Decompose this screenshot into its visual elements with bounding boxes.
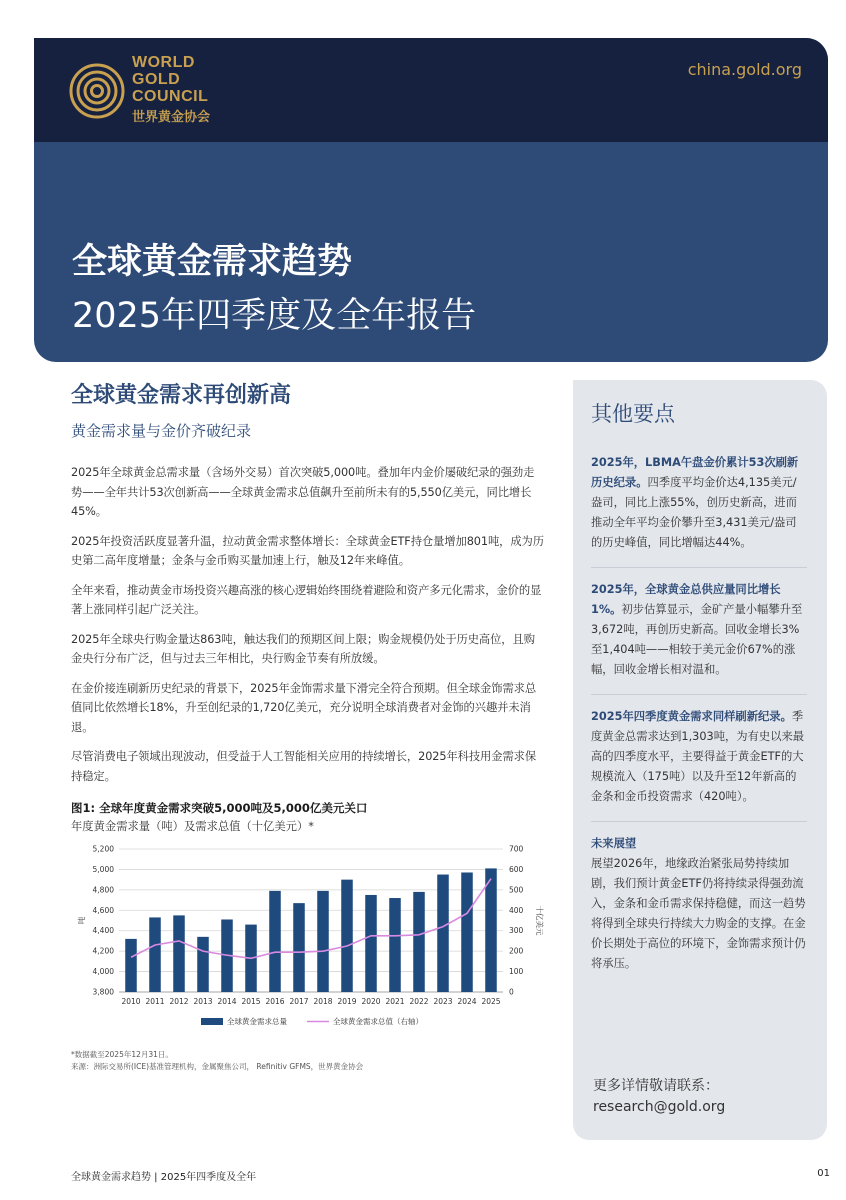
note-date: *数据截至2025年12月31日。 (71, 1050, 173, 1059)
bar (293, 903, 305, 992)
y-tick-label: 4,800 (92, 885, 114, 895)
highlight-heading: 2025年，全球黄金总供应量同比增长1%。 (591, 583, 781, 616)
y-tick-label: 4,200 (92, 946, 114, 956)
legend-line-label: 全球黄金需求总值（右轴） (333, 1017, 423, 1026)
x-tick-label: 2023 (433, 997, 453, 1006)
value-line (131, 879, 491, 959)
x-tick-label: 2021 (385, 997, 405, 1006)
page-number: 01 (817, 1168, 830, 1179)
bar (485, 868, 497, 992)
y2-axis-label: 十亿美元 (535, 905, 544, 936)
logo-chinese: 世界黄金协会 (132, 109, 211, 124)
x-tick-label: 2011 (145, 997, 165, 1006)
x-tick-label: 2025 (481, 997, 501, 1006)
bar (413, 892, 425, 992)
y-tick-label: 4,000 (92, 967, 114, 977)
y2-tick-label: 700 (509, 844, 524, 854)
paragraph-4: 2025年全球央行购金量达863吨，触达我们的预期区间上限；购金规模仍处于历史高位，且购金央行分布广泛，但与过去三年相比，央行购金节奏有所放缓。 (71, 632, 535, 665)
x-tick-label: 2014 (217, 997, 237, 1006)
contact-email-link[interactable]: research@gold.org (593, 1099, 726, 1115)
x-tick-label: 2017 (289, 997, 309, 1006)
highlight-block (591, 694, 807, 821)
paragraph-5: 在金价接连刷新历史纪录的背景下，2025年金饰需求量下滑完全符合预期。但全球金饰需求总值同比依然增长18%，升至创纪录的1,720亿美元，充分说明全球消费者对金饰的兴趣并未消退。 (71, 681, 537, 734)
bar (149, 917, 161, 992)
x-tick-label: 2016 (265, 997, 285, 1006)
figure-subtitle: 年度黄金需求量（吨）及需求总值（十亿美元）* (71, 820, 314, 833)
paragraph-3: 全年来看，推动黄金市场投资兴趣高涨的核心逻辑始终围绕着避险和资产多元化需求，金价的显著上涨同样引起广泛关注。 (71, 583, 542, 616)
highlight-block (591, 567, 807, 694)
bar (365, 895, 377, 992)
x-tick-label: 2022 (409, 997, 429, 1006)
section-title: 全球黄金需求再创新高 (71, 383, 292, 408)
demand-chart (71, 838, 545, 1038)
y-tick-label: 5,000 (92, 864, 114, 874)
paragraph-2: 2025年投资活跃度显著升温，拉动黄金需求整体增长：全球黄金ETF持仓量增加801吨，成为历史第二高年度增量；金条与金币购买量加速上行，触及12年来峰值。 (71, 534, 544, 567)
y2-tick-label: 300 (509, 926, 524, 936)
bar (341, 880, 353, 992)
y-tick-label: 4,600 (92, 905, 114, 915)
sidebar-title: 其他要点 (591, 402, 675, 426)
logo-word-1: WORLD (132, 54, 195, 71)
wgc-rings-icon (68, 62, 126, 120)
x-tick-label: 2015 (241, 997, 261, 1006)
bar (125, 939, 137, 992)
outlook-block (591, 821, 807, 988)
y-tick-label: 4,400 (92, 926, 114, 936)
contact-label: 更多详情敬请联系： (593, 1078, 719, 1094)
bar (461, 872, 473, 992)
y2-tick-label: 0 (509, 987, 514, 997)
highlight-heading: 2025年，LBMA午盘金价累计53次刷新历史纪录。 (591, 456, 799, 489)
note-source: 来源：洲际交易所(ICE)基准管理机构，金属聚焦公司， Refinitiv GFMS，世界黄金协会 (71, 1062, 364, 1071)
bar (269, 891, 281, 992)
wgc-logo (68, 54, 210, 127)
report-title: 全球黄金需求趋势 (72, 242, 353, 282)
logo-word-2: GOLD (132, 71, 181, 88)
x-tick-label: 2020 (361, 997, 381, 1006)
x-tick-label: 2013 (193, 997, 213, 1006)
figure-notes (71, 1049, 363, 1073)
logo-word-3: COUNCIL (132, 88, 209, 105)
highlight-heading: 2025年四季度黄金需求同样刷新纪录。 (591, 710, 792, 723)
main-column (71, 382, 545, 834)
paragraph-1: 2025年全球黄金总需求量（含场外交易）首次突破5,000吨。叠加年内金价屡破纪录的强劲走势——全年共计53次创新高——全球黄金需求总值飙升至前所未有的5,550亿美元，同比增长45%。 (71, 466, 535, 518)
sidebar-panel (573, 380, 827, 1140)
figure-title: 图1: 全球年度黄金需求突破5,000吨及5,000亿美元关口 (71, 801, 368, 815)
highlight-text: 季度黄金总需求达到1,303吨，为有史以来最高的四季度水平，主要得益于黄金ETF的大规模流入（175吨）以及升至12年新高的金条和金币投资需求（420吨）。 (591, 710, 805, 803)
x-tick-label: 2018 (313, 997, 333, 1006)
header-top-bar (34, 38, 828, 142)
paragraph-6: 尽管消费电子领域出现波动，但受益于人工智能相关应用的持续增长，2025年科技用金需求保持稳定。 (71, 750, 537, 783)
bar (317, 891, 329, 992)
legend-bar-label: 全球黄金需求总量 (227, 1017, 287, 1026)
outlook-heading: 未来展望 (591, 837, 637, 850)
x-tick-label: 2012 (169, 997, 189, 1006)
highlight-text: 初步估算显示，金矿产量小幅攀升至3,672吨，再创历史新高。回收金增长3%至1,404吨——相较于美元金价67%的涨幅，回收金增长相对温和。 (591, 603, 803, 676)
outlook-text: 展望2026年，地缘政治紧张局势持续加剧，我们预计黄金ETF仍将持续录得强劲流入，金条和金币需求保持稳健，而这一趋势将得到全球央行持续大力购金的支撑。在金价长期处于高位的环境下，金饰需求预计仍将承压。 (591, 857, 806, 970)
highlight-block (591, 451, 807, 567)
legend-bar-swatch (201, 1018, 223, 1025)
footer-title: 全球黄金需求趋势 | 2025年四季度及全年 (71, 1172, 257, 1183)
y-tick-label: 3,800 (92, 987, 114, 997)
y-axis-label: 吨 (77, 916, 86, 925)
y2-tick-label: 600 (509, 864, 524, 874)
x-tick-label: 2024 (457, 997, 477, 1006)
x-tick-label: 2019 (337, 997, 357, 1006)
contact-info (593, 1076, 725, 1118)
y-tick-label: 5,200 (92, 844, 114, 854)
y2-tick-label: 100 (509, 967, 524, 977)
bar (173, 915, 185, 992)
bar (389, 898, 401, 992)
x-tick-label: 2010 (121, 997, 141, 1006)
y2-tick-label: 400 (509, 905, 524, 915)
y2-tick-label: 200 (509, 946, 524, 956)
y2-tick-label: 500 (509, 885, 524, 895)
report-subtitle: 2025年四季度及全年报告 (72, 296, 477, 336)
bar (437, 875, 449, 992)
sidebar-blocks (591, 451, 807, 988)
section-subtitle: 黄金需求量与金价齐破纪录 (71, 422, 252, 440)
website-link[interactable]: china.gold.org (687, 60, 802, 79)
highlight-text: 四季度平均金价达4,135美元/盎司，同比上涨55%，创历史新高，进而推动全年平均金价攀升至3,431美元/盎司的历史峰值，同比增幅达44%。 (591, 476, 797, 549)
header-banner (34, 38, 828, 362)
bar (197, 937, 209, 992)
